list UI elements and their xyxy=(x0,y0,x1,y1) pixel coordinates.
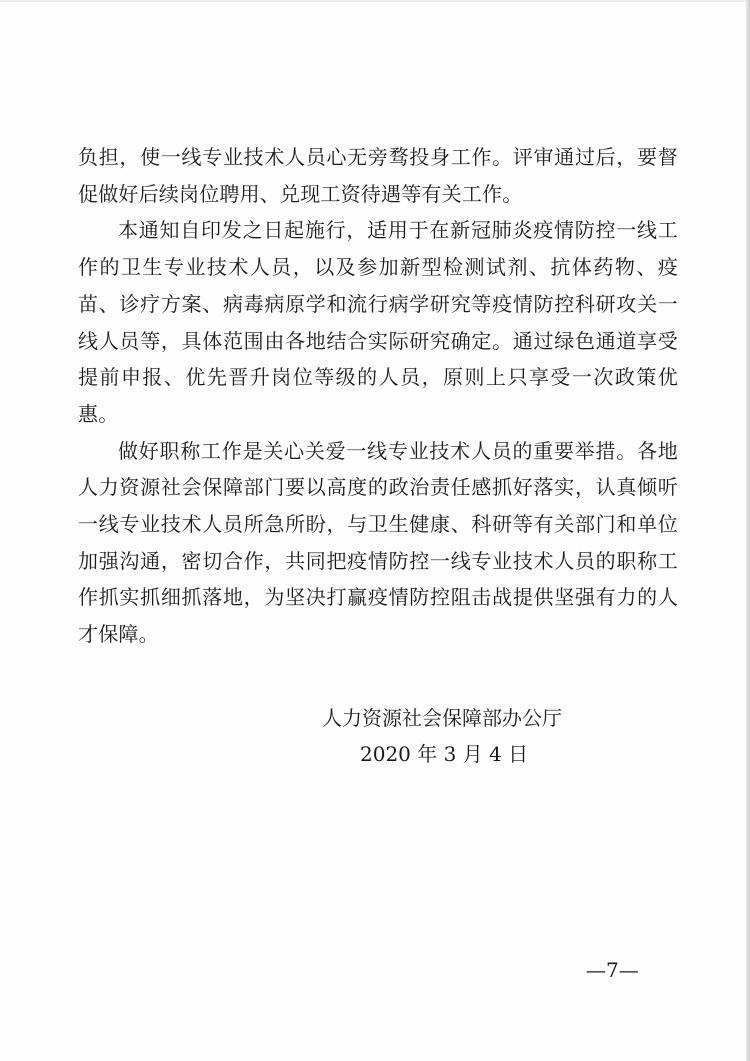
signature-block xyxy=(322,700,622,772)
paragraph-2: 本通知自印发之日起施行，适用于在新冠肺炎疫情防控一线工作的卫生专业技术人员，以及参加新型检测试剂、抗体药物、疫苗、诊疗方案、病毒病原学和流行病学研究等疫情防控科研攻关一线人员等，具体范围由各地结合实际研究确定。通过绿色通道享受提前申报、优先晋升岗位等级的人员，原则上只享受一次政策优惠。 xyxy=(78,218,678,426)
scan-edge-right xyxy=(746,0,750,1061)
body-text xyxy=(78,139,678,653)
paragraph-1: 负担，使一线专业技术人员心无旁骛投身工作。评审通过后，要督促做好后续岗位聘用、兑现工资待遇等有关工作。 xyxy=(78,145,678,206)
signature-date: 2020 年 3 月 4 日 xyxy=(360,742,529,766)
paragraph-3: 做好职称工作是关心关爱一线专业技术人员的重要举措。各地人力资源社会保障部门要以高度的政治责任感抓好落实，认真倾听一线专业技术人员所急所盼，与卫生健康、科研等有关部门和单位加强沟通，密切合作，共同把疫情防控一线专业技术人员的职称工作抓实抓细抓落地，为坚决打赢疫情防控阻击战提供坚强有力的人才保障。 xyxy=(78,438,678,647)
signature-organization: 人力资源社会保障部办公厅 xyxy=(322,706,562,730)
page-number: —7— xyxy=(586,958,639,982)
scan-edge-top xyxy=(0,0,750,2)
